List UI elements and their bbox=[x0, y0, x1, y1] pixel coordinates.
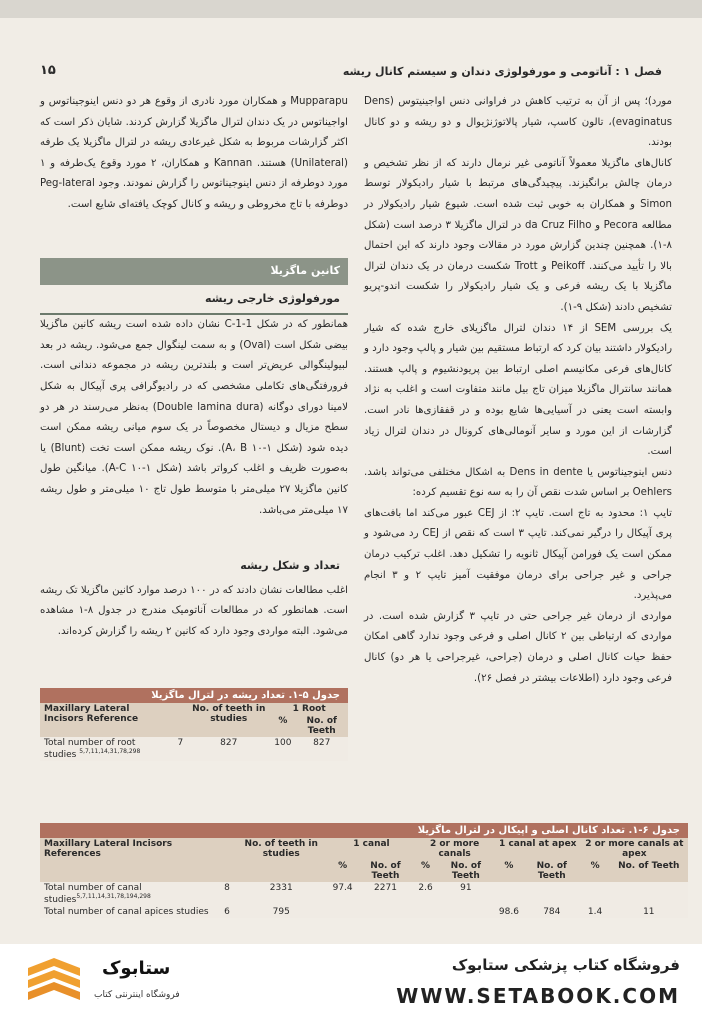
cell: Total number of canal studies$^{5,7,11,14,31,78,194,298}$ bbox=[44, 883, 151, 905]
page-top-edge bbox=[0, 0, 702, 18]
section-title: کانین ماگزیلا bbox=[40, 258, 348, 285]
cell: 6 bbox=[224, 907, 230, 917]
cell bbox=[495, 882, 523, 906]
store-name: فروشگاه کتاب پزشکی ستابوک bbox=[451, 956, 680, 974]
cell: 7 bbox=[177, 738, 184, 748]
cell: 97.4 bbox=[332, 883, 353, 893]
table-roots-lateral bbox=[40, 688, 348, 761]
cell bbox=[437, 906, 495, 918]
table-caption: جدول ۶-۱. تعداد کانال اصلی و اپیکال در لترال ماگزیلا bbox=[40, 823, 688, 838]
cell: 8 bbox=[224, 883, 230, 893]
cell: 795 bbox=[272, 907, 290, 917]
data-table bbox=[40, 838, 688, 918]
cell: 2271 bbox=[374, 883, 397, 893]
cell: 1.4 bbox=[587, 907, 603, 917]
section-subtitle: تعداد و شکل ریشه bbox=[240, 559, 340, 572]
col-header: % bbox=[338, 861, 348, 871]
paragraph: دنس اینوجیناتوس یا Dens in dente به اشکال مختلفی می‌تواند باشد. Oehlers بر اساس شدت نقص آن را به سه نوع تقسیم کرده: bbox=[364, 466, 673, 499]
book-logo-icon bbox=[22, 954, 86, 1012]
cell: 91 bbox=[460, 883, 472, 893]
col-header: % bbox=[278, 716, 288, 726]
cell: Total number of root studies $^{5,7,11,14,31,78,298}$ bbox=[44, 738, 141, 760]
section-subtitle: مورفولوژی خارجی ریشه bbox=[40, 285, 348, 316]
col-header: Maxillary Lateral Incisors Reference bbox=[44, 704, 139, 724]
cell bbox=[357, 906, 415, 918]
page-number: ۱۵ bbox=[40, 63, 56, 78]
section-maxillary-canine bbox=[40, 258, 348, 521]
col-header: No. of Teeth bbox=[306, 716, 337, 736]
cell: 98.6 bbox=[498, 907, 519, 917]
logo-text: ستابوک bbox=[102, 958, 171, 979]
store-logo[interactable] bbox=[22, 954, 272, 1014]
cell bbox=[523, 882, 581, 906]
cell: 827 bbox=[220, 738, 238, 748]
col-header: % bbox=[504, 861, 514, 871]
col-header: No. of Teeth bbox=[618, 861, 680, 871]
col-header: 2 or more canals at apex bbox=[585, 839, 684, 859]
col-header: No. of Teeth bbox=[370, 861, 401, 881]
cell bbox=[581, 882, 610, 906]
col-header: 1 canal at apex bbox=[499, 839, 577, 849]
col-header: 2 or more canals bbox=[429, 839, 480, 859]
col-header: No. of Teeth bbox=[536, 861, 567, 881]
table-caption: جدول ۵-۱. تعداد ریشه در لترال ماگزیلا bbox=[40, 688, 348, 703]
col-header: 1 canal bbox=[353, 839, 390, 849]
store-footer bbox=[0, 944, 702, 1024]
cell bbox=[414, 906, 436, 918]
table-row bbox=[40, 737, 348, 761]
col-header: Maxillary Lateral Incisors References bbox=[44, 839, 173, 859]
table-row bbox=[40, 906, 688, 918]
cell: 11 bbox=[643, 907, 655, 917]
paragraph: همانطور که در شکل C-1-1 نشان داده شده است ریشه کانین ماگزیلا بیضی شکل است (Oval) و به سمت لینگوال جمع می‌شود. ریشه در بعد لبیولینگوالی عریض‌تر است و بلندترین ریشه در مجموعه دندانی است. فرورفتگی‌های تکاملی مشخصی که در رادیوگرافی پری آپیکال به شکل لامینا دورای دوگانه (Double lamina dura) به‌نظر می‌رسند در هر دو سطح مزیال و دیستال مخصوصاً در یک سوم میانی ریشه ممکن است دیده شود (شکل A، B ۱۰-۱). نوک ریشه ممکن است تخت (Blunt) یا به‌صورت ظریف و اغلب کرواتر باشد (شکل A-C ۱۰-۱). میانگین طول کانین ماگزیلا ۲۷ میلی‌متر با متوسط طول تاج ۱۰ میلی‌متر و طول ریشه ۱۷ میلی‌متر می‌باشد. bbox=[40, 319, 349, 516]
section-root-count bbox=[40, 552, 348, 642]
store-url-link[interactable]: WWW.SETABOOK.COM bbox=[396, 984, 680, 1008]
paragraph: اغلب مطالعات نشان دادند که در ۱۰۰ درصد موارد کانین ماگزیلا تک ریشه است. همانطور که در مطالعات آناتومیک مندرج در جدول ۸-۱ مشاهده می‌شود. البته مواردی وجود دارد که کانین ۲ ریشه را گزارش کرده‌اند. bbox=[40, 584, 348, 637]
col-header: % bbox=[590, 861, 600, 871]
page-header bbox=[40, 56, 662, 78]
right-column bbox=[364, 92, 672, 689]
table-row bbox=[40, 882, 688, 906]
data-table bbox=[40, 703, 348, 761]
paragraph: تایپ ۱: محدود به تاج است. تایپ ۲: از CEJ عبور می‌کند اما بافت‌های پری آپیکال را درگیر نمی‌کند. تایپ ۳ است که نقص از CEJ رد می‌شود و ممکن است یک فورامن آپیکال ثانویه را تشکیل دهد. اغلب ترکیب درمان جراحی و غیر جراحی برای درمان موفقیت آمیز تایپ ۲ و ۳ انجام می‌پذیرد. bbox=[364, 507, 673, 602]
cell: Total number of canal apices studies bbox=[44, 907, 209, 917]
paragraph: کانال‌های ماگزیلا معمولاً آناتومی غیر نرمال دارند که از نظر تشخیص و درمان چالش برانگیزند. پیچیدگی‌های مرتبط با شیار رادیکولار توسط Simon و همکاران به خوبی ثبت شده است. شیوع شیار رادیکولار در مطالعه Pecora و da Cruz Filho در لترال ماگزیلا ۳ درصد است (شکل ۸-۱). همچنین چندین گزارش مورد در مقالات وجود دارند که این احتمال بالا را تأیید می‌کنند. Peikoff و Trott شکست درمان در یک دندان لترال ماگزیلا با یک ریشه فرعی و یک شیار رادیکولار را شکست اندو-پریو تشخیص دادند (شکل ۹-۱). bbox=[364, 157, 673, 313]
cell: 827 bbox=[313, 738, 331, 748]
chapter-title: فصل ۱ : آناتومی و مورفولوژی دندان و سیستم کانال ریشه bbox=[342, 65, 662, 78]
col-header: No. of Teeth bbox=[450, 861, 482, 881]
paragraph: یک بررسی SEM از ۱۴ دندان لترال ماگزیلای خارج شده که شیار رادیکولار داشتند بیان کرد که ارتباط مستقیم بین شیار و پالپ وجود دارد و کانال‌های فرعی مکانیسم اصلی ارتباط بین پریودنشیوم و پالپ هستند. همانند سانترال ماگزیلا میزان تاج بیل مانند متفاوت است و اغلب به نژاد وابسته است یعنی در آسیایی‌ها شایع بوده و در قفقازی‌ها نادر است. گزارشات از این مورد و سایر آنومالی‌های کرونال در دندان لترال زیاد است. bbox=[364, 322, 672, 458]
col-header: 1 Root bbox=[292, 704, 326, 714]
cell bbox=[610, 882, 688, 906]
cell: 2.6 bbox=[418, 883, 433, 893]
col-header: No. of teeth in studies bbox=[244, 839, 318, 859]
left-column-top bbox=[40, 92, 348, 216]
col-header: % bbox=[421, 861, 431, 871]
paragraph: مواردی از درمان غیر جراحی حتی در تایپ ۳ گزارش شده است. در مواردی که ارتباطی بین ۲ کانال اصلی و فرعی وجود ندارد گاهی امکان حفظ حیات کانال اصلی و درمان (جراحی، غیرجراحی یا هر دو) کانال فرعی وجود دارد (اطلاعات بیشتر در فصل ۲۶). bbox=[364, 610, 672, 684]
cell: 784 bbox=[543, 907, 561, 917]
paragraph: Mupparapu و همکاران مورد نادری از وقوع هر دو دنس اینوجیناتوس و اواجیناتوس در یک دندان لترال ماگزیلا گزارش کردند. شایان ذکر است که اکثر گزارشات مربوط به شکل غیرعادی ریشه در لترال ماگزیلا یک طرفه (Unilateral) هستند. Kannan و همکاران، ۲ مورد وقوع یک‌طرفه و ۱ مورد دوطرفه از دنس اینوجیناتوس را گزارش نمودند. وجود Peg-lateral دوطرفه با تاج مخروطی و ریشه و کانال کوچک یافته‌ای شایع است. bbox=[40, 96, 348, 210]
cell bbox=[329, 906, 357, 918]
cell: 2331 bbox=[269, 883, 293, 893]
paragraph: مورد)؛ پس از آن به ترتیب کاهش در فراوانی دنس اواجینیتوس (Dens evaginatus)، تالون کاسپ، شیار پالاتوژنژیوال و دو ریشه و دو کانال بودند. bbox=[364, 96, 672, 149]
col-header: No. of teeth in studies bbox=[192, 704, 266, 724]
cell: 100 bbox=[274, 738, 292, 748]
logo-subtitle: فروشگاه اینترنتی کتاب bbox=[94, 990, 180, 1000]
table-canals-lateral bbox=[40, 823, 688, 918]
